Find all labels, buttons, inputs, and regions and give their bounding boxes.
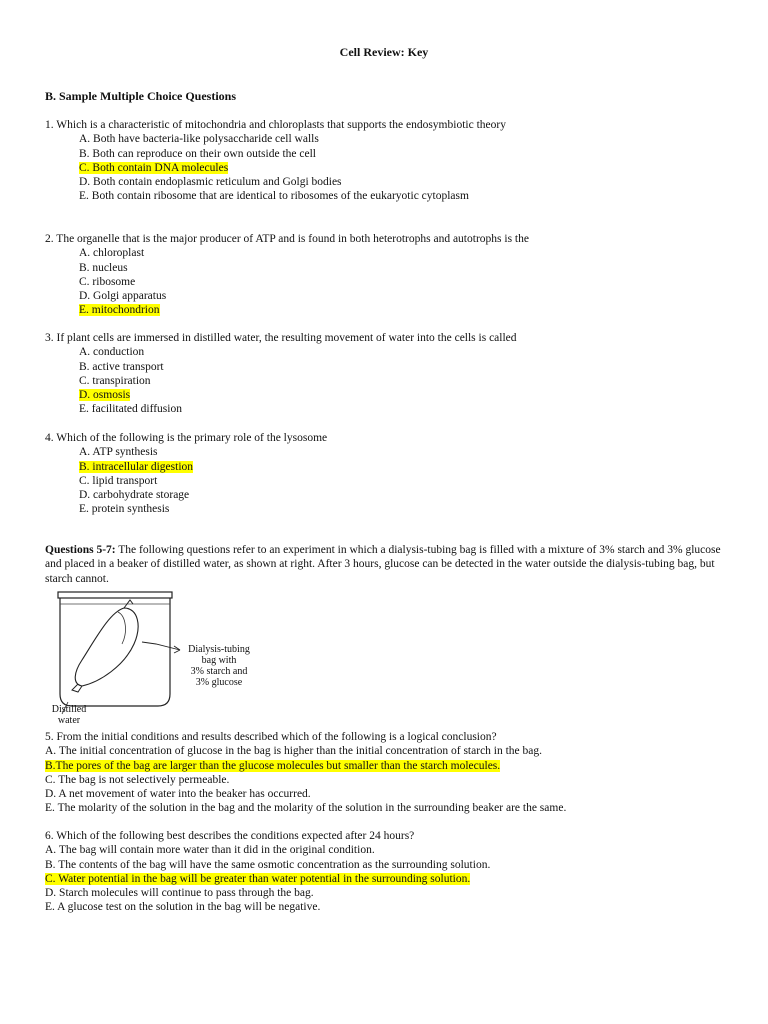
page-title: Cell Review: Key <box>339 45 429 59</box>
option-a: A. The initial concentration of glucose in the bag is higher than the initial concentration of starch in the bag. <box>45 745 543 758</box>
option-d-answer: D. osmosis <box>79 389 131 402</box>
option-e: E. facilitated diffusion <box>79 403 182 416</box>
option-a: A. chloroplast <box>79 247 145 260</box>
option-c-answer: C. Water potential in the bag will be greater than water potential in the surrounding solution. <box>45 872 471 885</box>
option-b: B. active transport <box>79 360 164 373</box>
option-e-answer: E. mitochondrion <box>79 304 160 317</box>
question-2 <box>45 232 529 318</box>
option-c: C. lipid transport <box>79 474 158 487</box>
question-stem: 4. Which of the following is the primary role of the lysosome <box>45 432 328 444</box>
option-b-answer: B.The pores of the bag are larger than the glucose molecules but smaller than the starch molecules. <box>45 759 501 772</box>
question-3 <box>45 331 517 417</box>
option-d: D. Golgi apparatus <box>79 290 167 303</box>
option-e: E. A glucose test on the solution in the bag will be negative. <box>45 901 321 914</box>
option-c: C. transpiration <box>79 374 151 387</box>
dialysis-bag <box>75 608 138 686</box>
beaker-rim <box>58 592 172 598</box>
question-4 <box>45 431 327 517</box>
option-a: A. conduction <box>79 346 145 359</box>
option-b: B. The contents of the bag will have the same osmotic concentration as the surrounding solution. <box>45 858 491 871</box>
option-e: E. Both contain ribosome that are identical to ribosomes of the eukaryotic cytoplasm <box>79 190 469 203</box>
question-group-intro <box>45 543 730 586</box>
question-stem: 1. Which is a characteristic of mitochondria and chloroplasts that supports the endosymbiotic theory <box>45 119 506 131</box>
dialysis-bag-figure <box>38 586 268 726</box>
group-label: Questions 5-7: <box>45 544 116 556</box>
option-e: E. protein synthesis <box>79 503 170 516</box>
option-a: A. ATP synthesis <box>79 446 158 459</box>
option-d: D. Starch molecules will continue to pass through the bag. <box>45 887 314 900</box>
group-text: The following questions refer to an experiment in which a dialysis-tubing bag is filled with a mixture of 3% starch and 3% glucose and placed in a beaker of distilled water, as shown at right. After 3 hours, glucose can be detected in the water outside the dialysis-tubing bag, but starch cannot. <box>45 544 721 585</box>
option-b-answer: B. intracellular digestion <box>79 460 194 473</box>
option-b: B. Both can reproduce on their own outside the cell <box>79 147 316 160</box>
question-stem: 5. From the initial conditions and results described which of the following is a logical conclusion? <box>45 731 497 743</box>
option-a: A. Both have bacteria-like polysaccharide cell walls <box>79 133 319 146</box>
option-c-answer: C. Both contain DNA molecules <box>79 161 229 174</box>
option-c: C. ribosome <box>79 275 136 288</box>
option-d: D. A net movement of water into the beaker has occurred. <box>45 788 311 801</box>
beaker-body <box>60 598 170 706</box>
option-e: E. The molarity of the solution in the bag and the molarity of the solution in the surrounding beaker are the same. <box>45 802 567 815</box>
option-a: A. The bag will contain more water than it did in the original condition. <box>45 844 375 857</box>
option-d: D. Both contain endoplasmic reticulum and Golgi bodies <box>79 176 342 189</box>
bag-label: Dialysis-tubing bag with 3% starch and 3% glucose <box>188 644 250 688</box>
question-1 <box>45 118 506 204</box>
question-stem: 6. Which of the following best describes the conditions expected after 24 hours? <box>45 830 415 842</box>
water-label: Distilled water <box>51 704 87 726</box>
question-6 <box>45 829 490 915</box>
question-stem: 3. If plant cells are immersed in distilled water, the resulting movement of water into the cells is called <box>45 332 517 344</box>
bag-fold <box>118 612 125 644</box>
option-c: C. The bag is not selectively permeable. <box>45 773 230 786</box>
question-stem: 2. The organelle that is the major producer of ATP and is found in both heterotrophs and autotrophs is the <box>45 233 529 245</box>
section-heading: B. Sample Multiple Choice Questions <box>45 89 237 103</box>
option-d: D. carbohydrate storage <box>79 489 190 502</box>
question-5 <box>45 730 566 816</box>
option-b: B. nucleus <box>79 261 128 274</box>
